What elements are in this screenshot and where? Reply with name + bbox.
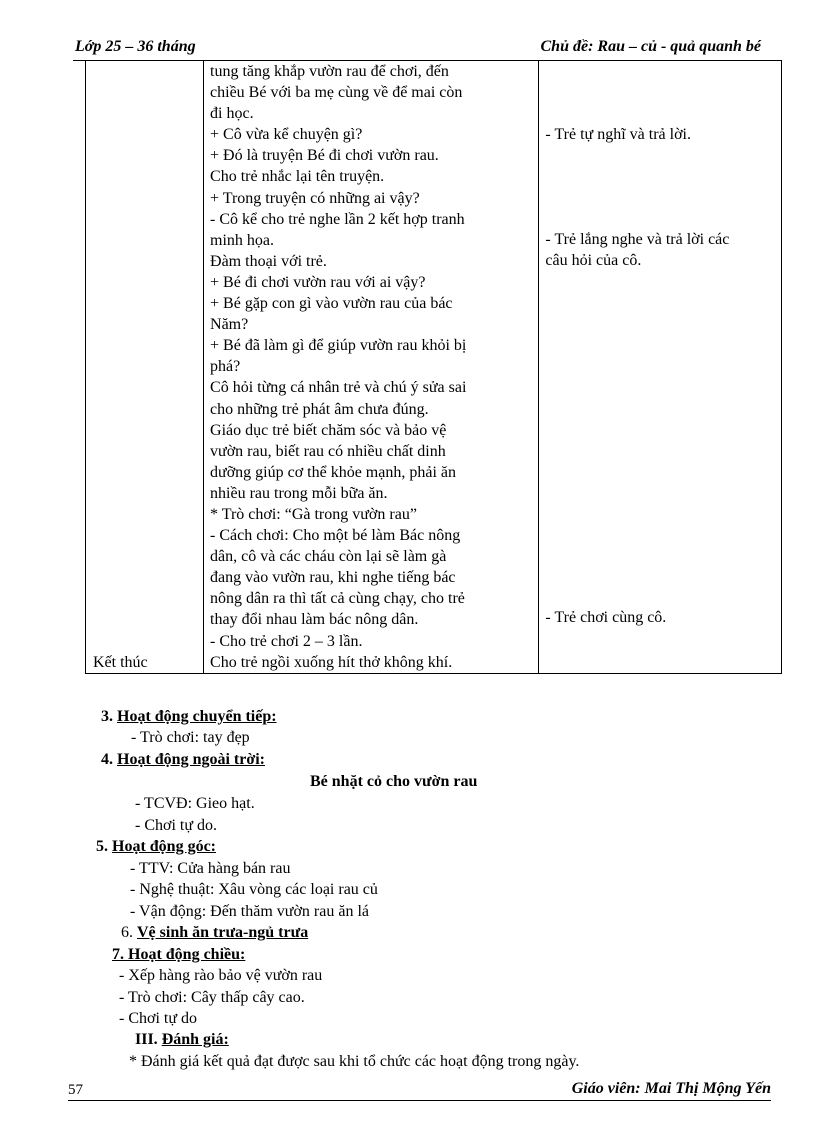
section-number: 5. (96, 838, 108, 855)
page-footer (68, 1080, 771, 1101)
activity-line: + Bé đã làm gì để giúp vườn rau khỏi bị (210, 337, 467, 355)
section-item: - Xếp hàng rào bảo vệ vườn rau (119, 967, 323, 984)
lesson-plan-table (85, 60, 782, 674)
section-title: Đánh giá: (161, 1031, 229, 1048)
activity-line: - Cách chơi: Cho một bé làm Bác nông (210, 527, 461, 545)
section-number: 6. (121, 924, 133, 941)
section-item: - Trò chơi: Cây thấp cây cao. (119, 989, 305, 1006)
outdoor-activity-title: Bé nhặt cỏ cho vườn rau (310, 773, 478, 790)
section-number: 4. (101, 751, 113, 768)
activity-line: chiều Bé với ba mẹ cùng về để mai còn (210, 84, 463, 102)
activity-line: - Cô kể cho trẻ nghe lần 2 kết hợp tranh (210, 210, 465, 228)
activity-line: đi học. (210, 105, 254, 123)
page-header (73, 38, 763, 61)
section-number: III. (135, 1031, 158, 1048)
activity-line: Cô hỏi từng cá nhân trẻ và chú ý sửa sai (210, 379, 467, 397)
section-title: Hoạt động góc: (112, 838, 216, 855)
section-number: 3. (101, 708, 113, 725)
activity-line: Cho trẻ nhắc lại tên truyện. (210, 168, 385, 186)
activity-line: - Cho trẻ chơi 2 – 3 lần. (210, 632, 363, 650)
activity-line: phá? (210, 358, 241, 376)
activity-line: nhiều rau trong mỗi bữa ăn. (210, 484, 388, 502)
section-5-heading (96, 836, 216, 857)
activity-line: vườn rau, biết rau có nhiều chất dinh (210, 442, 446, 460)
section-title: Vệ sinh ăn trưa-ngủ trưa (137, 924, 309, 941)
activity-line: dưỡng giúp cơ thể khỏe mạnh, phải ăn (210, 463, 456, 481)
section-7-heading: 7. Hoạt động chiều: (112, 946, 246, 963)
activity-line: dân, cô và các cháu còn lại sẽ làm gà (210, 548, 447, 566)
child-response: - Trẻ lắng nghe và trả lời các (545, 231, 730, 249)
teacher-activity-cell (204, 61, 539, 674)
activity-line: Giáo dục trẻ biết chăm sóc và bảo vệ (210, 421, 447, 439)
teacher-name: Giáo viên: Mai Thị Mộng Yến (571, 1080, 771, 1097)
section-item: - Vận động: Đến thăm vườn rau ăn lá (130, 903, 369, 920)
child-response: câu hỏi của cô. (545, 252, 642, 270)
activity-line: + Đó là truyện Bé đi chơi vườn rau. (210, 147, 439, 165)
section-3-heading (101, 706, 277, 727)
child-response: - Trẻ chơi cùng cô. (545, 609, 667, 627)
activity-line: Đàm thoại với trẻ. (210, 252, 327, 270)
activity-line: minh họa. (210, 231, 275, 249)
section-4-heading (101, 749, 265, 770)
child-response: - Trẻ tự nghĩ và trả lời. (545, 126, 691, 143)
section-evaluation-heading (135, 1029, 229, 1050)
section-title: Hoạt động chuyển tiếp: (117, 708, 277, 725)
activity-line: * Trò chơi: “Gà trong vườn rau” (210, 505, 417, 523)
topic-label: Chủ đề: Rau – củ - quả quanh bé (540, 38, 761, 55)
activity-line: đang vào vườn rau, khi nghe tiếng bác (210, 569, 456, 587)
section-item: - Nghệ thuật: Xâu vòng các loại rau củ (130, 881, 378, 898)
stage-end-label: Kết thúc (93, 653, 148, 671)
section-item: - TTV: Cửa hàng bán rau (130, 860, 291, 877)
stage-cell (86, 61, 204, 674)
activity-line: + Bé gặp con gì vào vườn rau của bác (210, 295, 453, 313)
activity-line: nông dân ra thì tất cả cùng chạy, cho trẻ (210, 590, 465, 608)
section-6-heading (121, 922, 308, 943)
section-item: - TCVĐ: Gieo hạt. (135, 795, 255, 812)
child-activity-cell (539, 61, 782, 674)
page-number: 57 (68, 1082, 83, 1098)
activity-line: Năm? (210, 316, 249, 334)
activity-line: + Trong truyện có những ai vậy? (210, 189, 420, 207)
activity-line: thay đổi nhau làm bác nông dân. (210, 611, 419, 629)
activity-line: Cho trẻ ngồi xuống hít thở không khí. (210, 653, 453, 671)
section-item: - Trò chơi: tay đẹp (131, 729, 250, 746)
activity-line: cho những trẻ phát âm chưa đúng. (210, 400, 429, 418)
activity-line: + Cô vừa kể chuyện gì? (210, 126, 363, 144)
section-item: - Chơi tự do (119, 1010, 198, 1027)
section-title: Hoạt động ngoài trời: (117, 751, 265, 768)
activity-line: tung tăng khắp vườn rau để chơi, đến (210, 63, 449, 80)
activity-line: + Bé đi chơi vườn rau với ai vậy? (210, 273, 426, 291)
evaluation-item: * Đánh giá kết quả đạt được sau khi tổ chức các hoạt động trong ngày. (129, 1053, 580, 1070)
class-label: Lớp 25 – 36 tháng (75, 38, 196, 55)
section-item: - Chơi tự do. (135, 817, 218, 834)
table-row (86, 61, 782, 674)
